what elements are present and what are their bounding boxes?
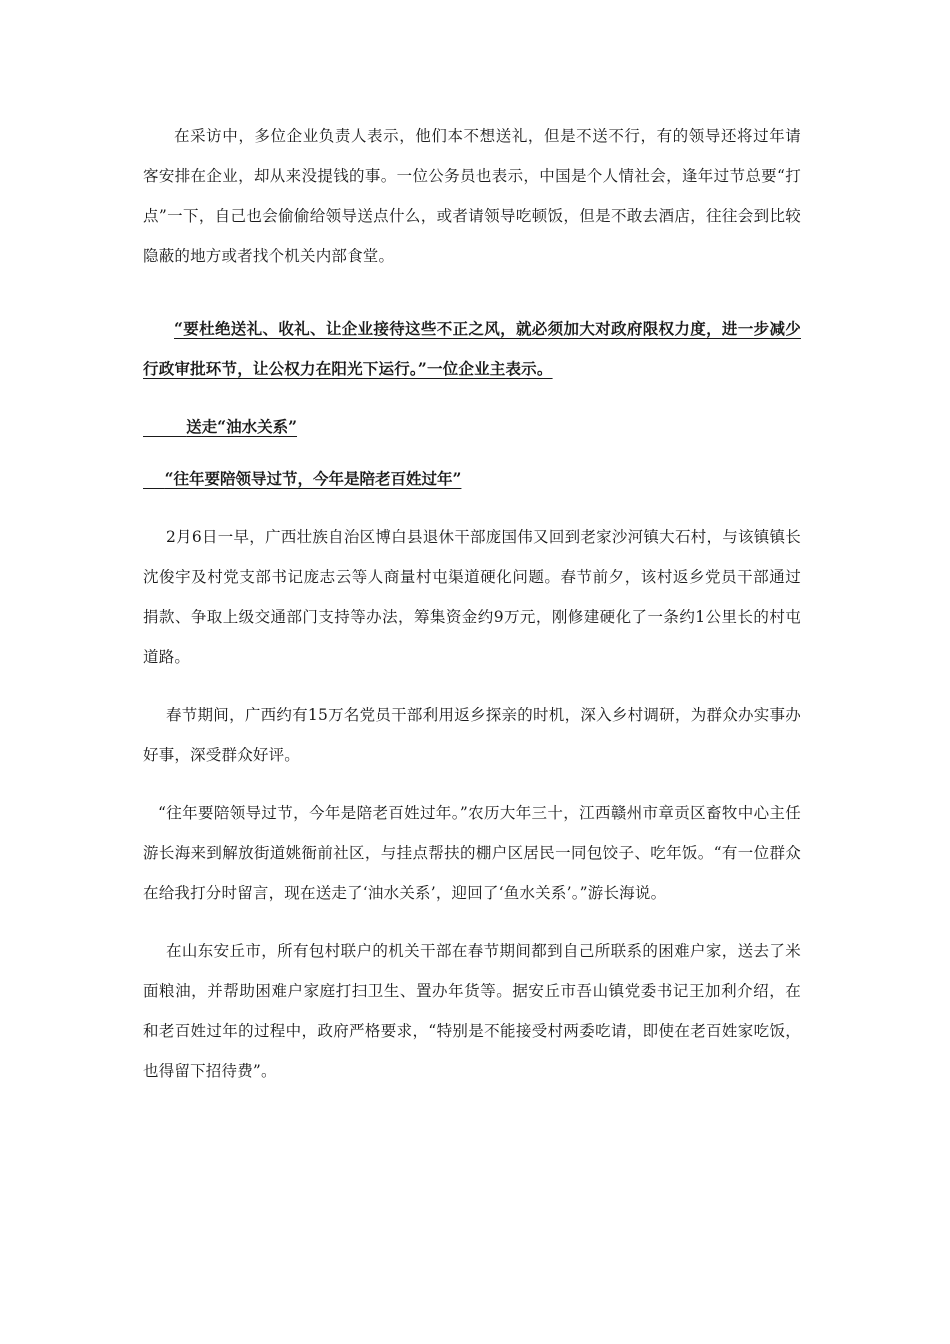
paragraph-shandong-anqiu: 在山东安丘市，所有包村联户的机关干部在春节期间都到自己所联系的困难户家，送去了米面粮油，并帮助困难户家庭打扫卫生、置办年货等。据安丘市吾山镇党委书记王加利介绍，在和老百姓过年的过程中，政府严格要求，“特别是不能接受村两委吃请，即使在老百姓家吃饭，也得留下招待费”。: [143, 942, 801, 1080]
section-heading-2-text: “往年要陪领导过节，今年是陪老百姓过年”: [164, 469, 462, 488]
paragraph-jiangxi-ganzhou: “往年要陪领导过节，今年是陪老百姓过年。”农历大年三十，江西赣州市章贡区畜牧中心主任游长海来到解放街道姚衙前社区，与挂点帮扶的棚户区居民一同包饺子、吃年饭。“有一位群众在给我打分时留言，现在送走了‘油水关系’，迎回了‘鱼水关系’。”游长海说。: [143, 804, 801, 902]
paragraph-business-owner-quote: “要杜绝送礼、收礼、让企业接待这些不正之风，就必须加大对政府限权力度，进一步减少行政审批环节，让公权力在阳光下运行。”一位企业主表示。: [143, 319, 801, 378]
paragraph-interview: 在采访中，多位企业负责人表示，他们本不想送礼，但是不送不行，有的领导还将过年请客安排在企业，却从来没提钱的事。一位公务员也表示，中国是个人情社会，逢年过节总要“打点”一下，自己也会偷偷给领导送点什么，或者请领导吃顿饭，但是不敢去酒店，往往会到比较隐蔽的地方或者找个机关内部食堂。: [143, 127, 801, 265]
section-heading-1: [143, 407, 801, 447]
document-page: [143, 116, 801, 1091]
paragraph-guangxi-village: 2月6日一早，广西壮族自治区博白县退休干部庞国伟又回到老家沙河镇大石村，与该镇镇长沈俊宇及村党支部书记庞志云等人商量村屯渠道硬化问题。春节前夕，该村返乡党员干部通过捐款、争取上级交通部门支持等办法，筹集资金约9万元，刚修建硬化了一条约1公里长的村屯道路。: [143, 528, 801, 666]
section-heading-2: [143, 459, 801, 499]
paragraph-guangxi-cadres: 春节期间，广西约有15万名党员干部利用返乡探亲的时机，深入乡村调研，为群众办实事办好事，深受群众好评。: [143, 706, 801, 764]
section-heading-1-text: 送走“油水关系”: [186, 417, 298, 436]
